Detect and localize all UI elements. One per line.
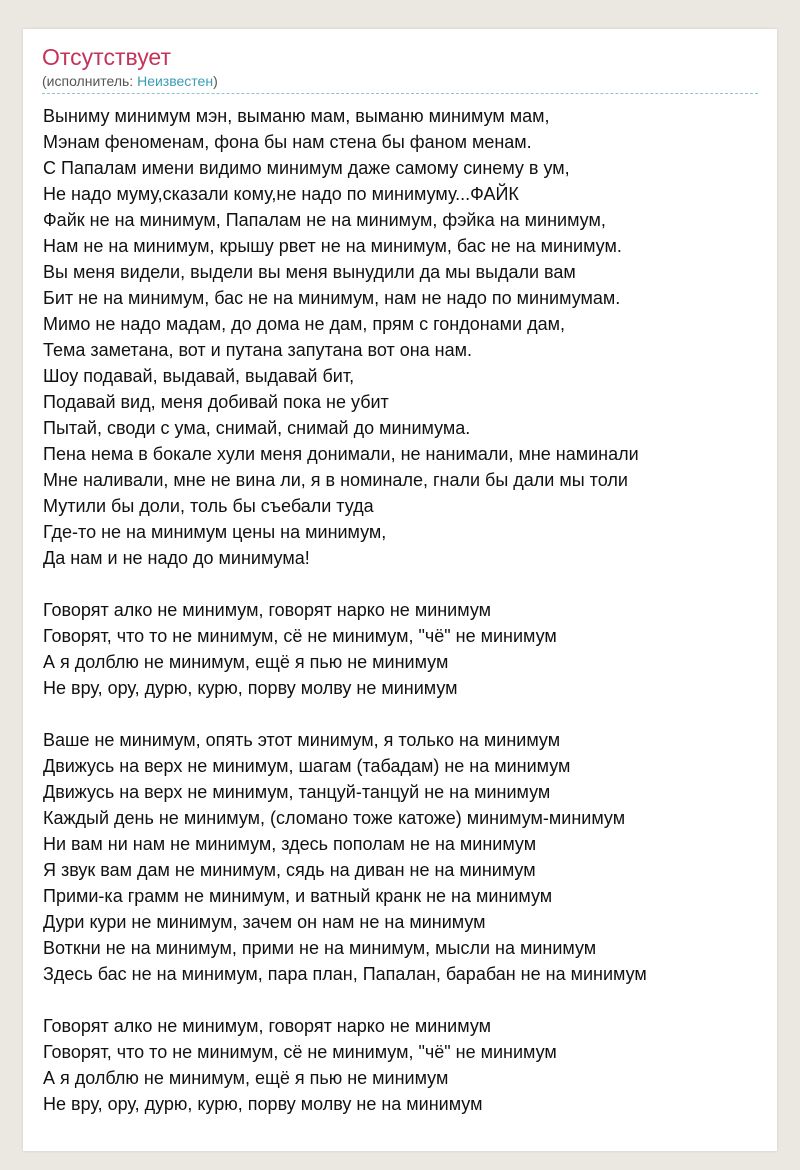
lyric-line: Говорят алко не минимум, говорят нарко не минимум [43, 600, 491, 620]
lyric-line: Нам не на минимум, крышу рвет не на минимум, бас не на минимум. [43, 236, 622, 256]
lyric-line: Пена нема в бокале хули меня донимали, не нанимали, мне наминали [43, 444, 639, 464]
lyric-line: Мутили бы доли, толь бы съебали туда [43, 496, 374, 516]
song-title: Отсутствует [42, 44, 171, 70]
lyric-line: Не вру, ору, дурю, курю, порву молву не на минимум [43, 1094, 483, 1114]
performer-prefix: (исполнитель: [42, 73, 138, 89]
lyric-line: Говорят, что то не минимум, сё не минимум, "чё" не минимум [43, 626, 557, 646]
lyric-line: Тема заметана, вот и путана запутана вот она нам. [43, 340, 472, 360]
lyric-line: Подавай вид, меня добивай пока не убит [43, 392, 389, 412]
lyric-line: Да нам и не надо до минимума! [43, 548, 310, 568]
lyric-line: А я долблю не минимум, ещё я пью не минимум [43, 1068, 449, 1088]
lyrics-text [43, 103, 758, 1117]
lyric-line: Говорят, что то не минимум, сё не минимум, "чё" не минимум [43, 1042, 557, 1062]
header-divider [42, 93, 758, 94]
lyrics-card [23, 29, 777, 1151]
lyric-line: Дури кури не минимум, зачем он нам не на минимум [43, 912, 486, 932]
lyric-line: Движусь на верх не минимум, танцуй-танцуй не на минимум [43, 782, 551, 802]
stanza [43, 597, 758, 701]
lyric-line: Ваше не минимум, опять этот минимум, я только на минимум [43, 730, 561, 750]
lyric-line: Прими-ка грамм не минимум, и ватный кранк не на минимум [43, 886, 553, 906]
performer-suffix: ) [213, 73, 218, 89]
lyric-line: Выниму минимум мэн, выманю мам, выманю минимум мам, [43, 106, 550, 126]
lyric-line: Мимо не надо мадам, до дома не дам, прям с гондонами дам, [43, 314, 565, 334]
lyric-line: Ни вам ни нам не минимум, здесь пополам не на минимум [43, 834, 537, 854]
lyric-line: Где-то не на минимум цены на минимум, [43, 522, 387, 542]
performer-line [42, 72, 758, 90]
song-header [42, 43, 758, 90]
performer-link[interactable]: Неизвестен [137, 73, 214, 89]
stanza [43, 103, 758, 571]
lyric-line: Пытай, своди с ума, снимай, снимай до минимума. [43, 418, 471, 438]
lyric-line: Говорят алко не минимум, говорят нарко не минимум [43, 1016, 491, 1036]
lyric-line: Не надо муму,сказали кому,не надо по минимуму...ФАЙК [43, 184, 519, 204]
lyric-line: Бит не на минимум, бас не на минимум, нам не надо по минимумам. [43, 288, 621, 308]
lyric-line: Файк не на минимум, Папалам не на минимум, фэйка на минимум, [43, 210, 606, 230]
lyric-line: Каждый день не минимум, (сломано тоже катоже) минимум-минимум [43, 808, 626, 828]
lyric-line: Движусь на верх не минимум, шагам (табадам) не на минимум [43, 756, 571, 776]
stanza [43, 1013, 758, 1117]
stanza [43, 727, 758, 987]
lyric-line: Здесь бас не на минимум, пара план, Папалан, барабан не на минимум [43, 964, 647, 984]
lyric-line: Шоу подавай, выдавай, выдавай бит, [43, 366, 355, 386]
lyric-line: А я долблю не минимум, ещё я пью не минимум [43, 652, 449, 672]
lyric-line: С Папалам имени видимо минимум даже самому синему в ум, [43, 158, 570, 178]
lyric-line: Не вру, ору, дурю, курю, порву молву не минимум [43, 678, 458, 698]
lyric-line: Воткни не на минимум, прими не на минимум, мысли на минимум [43, 938, 597, 958]
lyric-line: Я звук вам дам не минимум, сядь на диван не на минимум [43, 860, 536, 880]
lyric-line: Вы меня видели, выдели вы меня вынудили да мы выдали вам [43, 262, 576, 282]
lyric-line: Мэнам феноменам, фона бы нам стена бы фаном менам. [43, 132, 532, 152]
lyric-line: Мне наливали, мне не вина ли, я в номинале, гнали бы дали мы толи [43, 470, 628, 490]
